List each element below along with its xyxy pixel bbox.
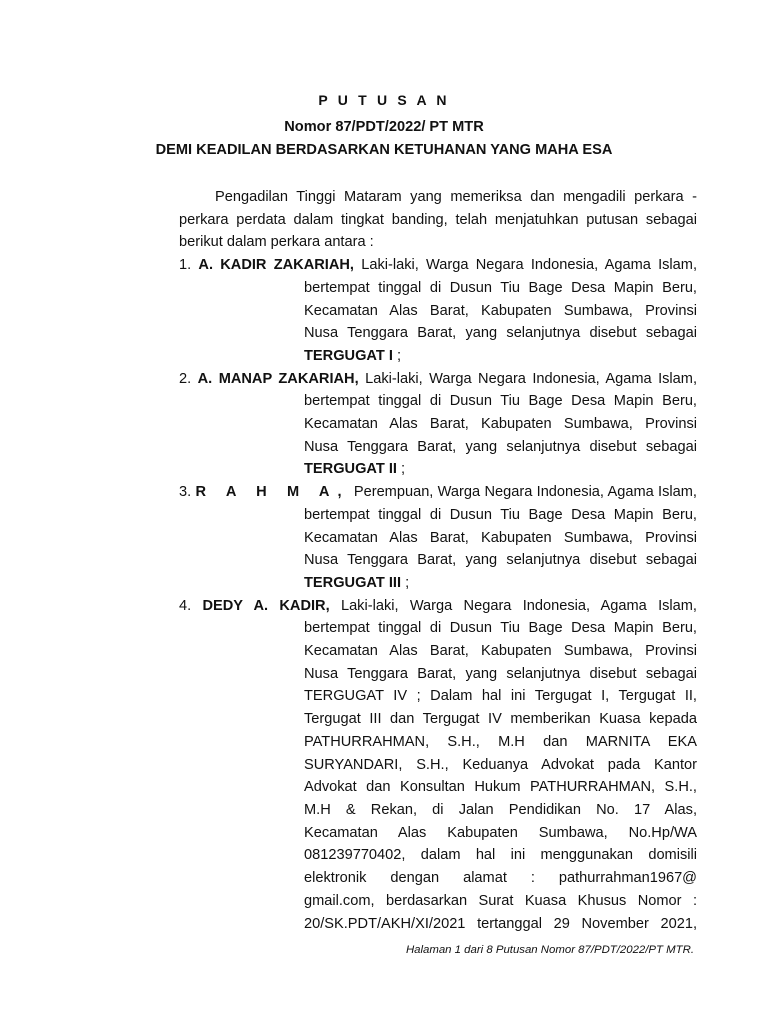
party-role-line: [304, 458, 697, 481]
party-role-line: [304, 345, 697, 368]
page-footer: Halaman 1 dari 8 Putusan Nomor 87/PDT/2022/PT MTR.: [405, 944, 694, 956]
party-number: 1.: [179, 257, 192, 274]
party-role: TERGUGAT III: [304, 574, 402, 591]
party-name: A. KADIR ZAKARIAH,: [198, 257, 354, 274]
party-line: SURYANDARI, S.H., Keduanya Advokat pada Kantor: [304, 756, 697, 773]
party-line: Advokat dan Konsultan Hukum PATHURRAHMAN, S.H.,: [304, 779, 697, 796]
document-body: [179, 186, 697, 935]
party-identity: Laki-laki, Warga Negara Indonesia, Agama Islam,: [361, 257, 697, 274]
party-line: Nusa Tenggara Barat, yang selanjutnya disebut sebagai: [304, 438, 697, 455]
intro-paragraph: Pengadilan Tinggi Mataram yang memeriksa dan mengadili perkara - perkara perdata dalam tingkat banding, telah menjatuhkan putusan sebagai berikut dalam perkara antara :: [179, 189, 697, 251]
party-first-line: [179, 254, 697, 277]
party-line: Kecamatan Alas Barat, Kabupaten Sumbawa, Provinsi: [304, 302, 697, 319]
party-line: 20/SK.PDT/AKH/XI/2021 tertanggal 29 November 2021,: [304, 915, 697, 932]
party-line: PATHURRAHMAN, S.H., M.H dan MARNITA EKA: [304, 733, 697, 750]
document-title: P U T U S A N: [318, 92, 450, 108]
party-line: Kecamatan Alas Kabupaten Sumbawa, No.Hp/WA: [304, 824, 697, 841]
party-line: gmail.com, berdasarkan Surat Kuasa Khusus Nomor :: [304, 892, 697, 909]
party-number: 4.: [179, 597, 192, 614]
party-name: A. MANAP ZAKARIAH,: [197, 370, 359, 387]
party-role-suffix: ;: [396, 461, 406, 478]
party-details: [304, 390, 697, 481]
party-line: M.H & Rekan, di Jalan Pendidikan No. 17 Alas,: [304, 801, 697, 818]
party-first-line: [179, 368, 697, 391]
party-role-suffix: ;: [401, 574, 410, 591]
party-item: [179, 254, 697, 368]
party-item: [179, 368, 697, 482]
invocation-heading: DEMI KEADILAN BERDASARKAN KETUHANAN YANG MAHA ESA: [155, 142, 613, 158]
party-line: Nusa Tenggara Barat, yang selanjutnya disebut sebagai: [304, 665, 697, 682]
party-role: TERGUGAT II: [304, 461, 397, 478]
party-line: bertempat tinggal di Dusun Tiu Bage Desa Mapin Beru,: [304, 393, 697, 410]
party-line: Nusa Tenggara Barat, yang selanjutnya disebut sebagai: [304, 325, 697, 342]
case-number: Nomor 87/PDT/2022/ PT MTR: [284, 119, 484, 135]
party-details: [304, 504, 697, 595]
party-line: Kecamatan Alas Barat, Kabupaten Sumbawa, Provinsi: [304, 529, 697, 546]
party-role-line: [304, 572, 697, 595]
party-line: 081239770402, dalam hal ini menggunakan domisili: [304, 847, 697, 864]
party-role-suffix: ;: [392, 347, 402, 364]
party-line: Nusa Tenggara Barat, yang selanjutnya disebut sebagai: [304, 552, 697, 569]
party-role: TERGUGAT I: [304, 347, 393, 364]
party-details: [304, 617, 697, 935]
party-line: bertempat tinggal di Dusun Tiu Bage Desa Mapin Beru,: [304, 506, 697, 523]
party-line: bertempat tinggal di Dusun Tiu Bage Desa Mapin Beru,: [304, 620, 697, 637]
party-identity: Laki-laki, Warga Negara Indonesia, Agama Islam,: [365, 370, 697, 387]
party-line: bertempat tinggal di Dusun Tiu Bage Desa Mapin Beru,: [304, 279, 697, 296]
party-first-line: [179, 595, 697, 618]
party-line: TERGUGAT IV ; Dalam hal ini Tergugat I, Tergugat II,: [304, 688, 697, 705]
party-item: [179, 481, 697, 595]
party-number: 2.: [179, 370, 192, 387]
party-identity: Laki-laki, Warga Negara Indonesia, Agama Islam,: [340, 597, 697, 614]
party-line: Kecamatan Alas Barat, Kabupaten Sumbawa, Provinsi: [304, 643, 697, 660]
party-item: [179, 595, 697, 936]
party-identity: Perempuan, Warga Negara Indonesia, Agama Islam,: [353, 484, 697, 501]
party-first-line: [179, 481, 697, 504]
party-line: Tergugat III dan Tergugat IV memberikan Kuasa kepada: [304, 711, 697, 728]
party-details: [304, 277, 697, 368]
party-name: R A H M A,: [195, 484, 350, 501]
party-number: 3.: [179, 484, 192, 501]
party-name: DEDY A. KADIR,: [202, 597, 330, 614]
party-line: elektronik dengan alamat : pathurrahman1967@: [304, 870, 697, 887]
party-line: Kecamatan Alas Barat, Kabupaten Sumbawa, Provinsi: [304, 416, 697, 433]
